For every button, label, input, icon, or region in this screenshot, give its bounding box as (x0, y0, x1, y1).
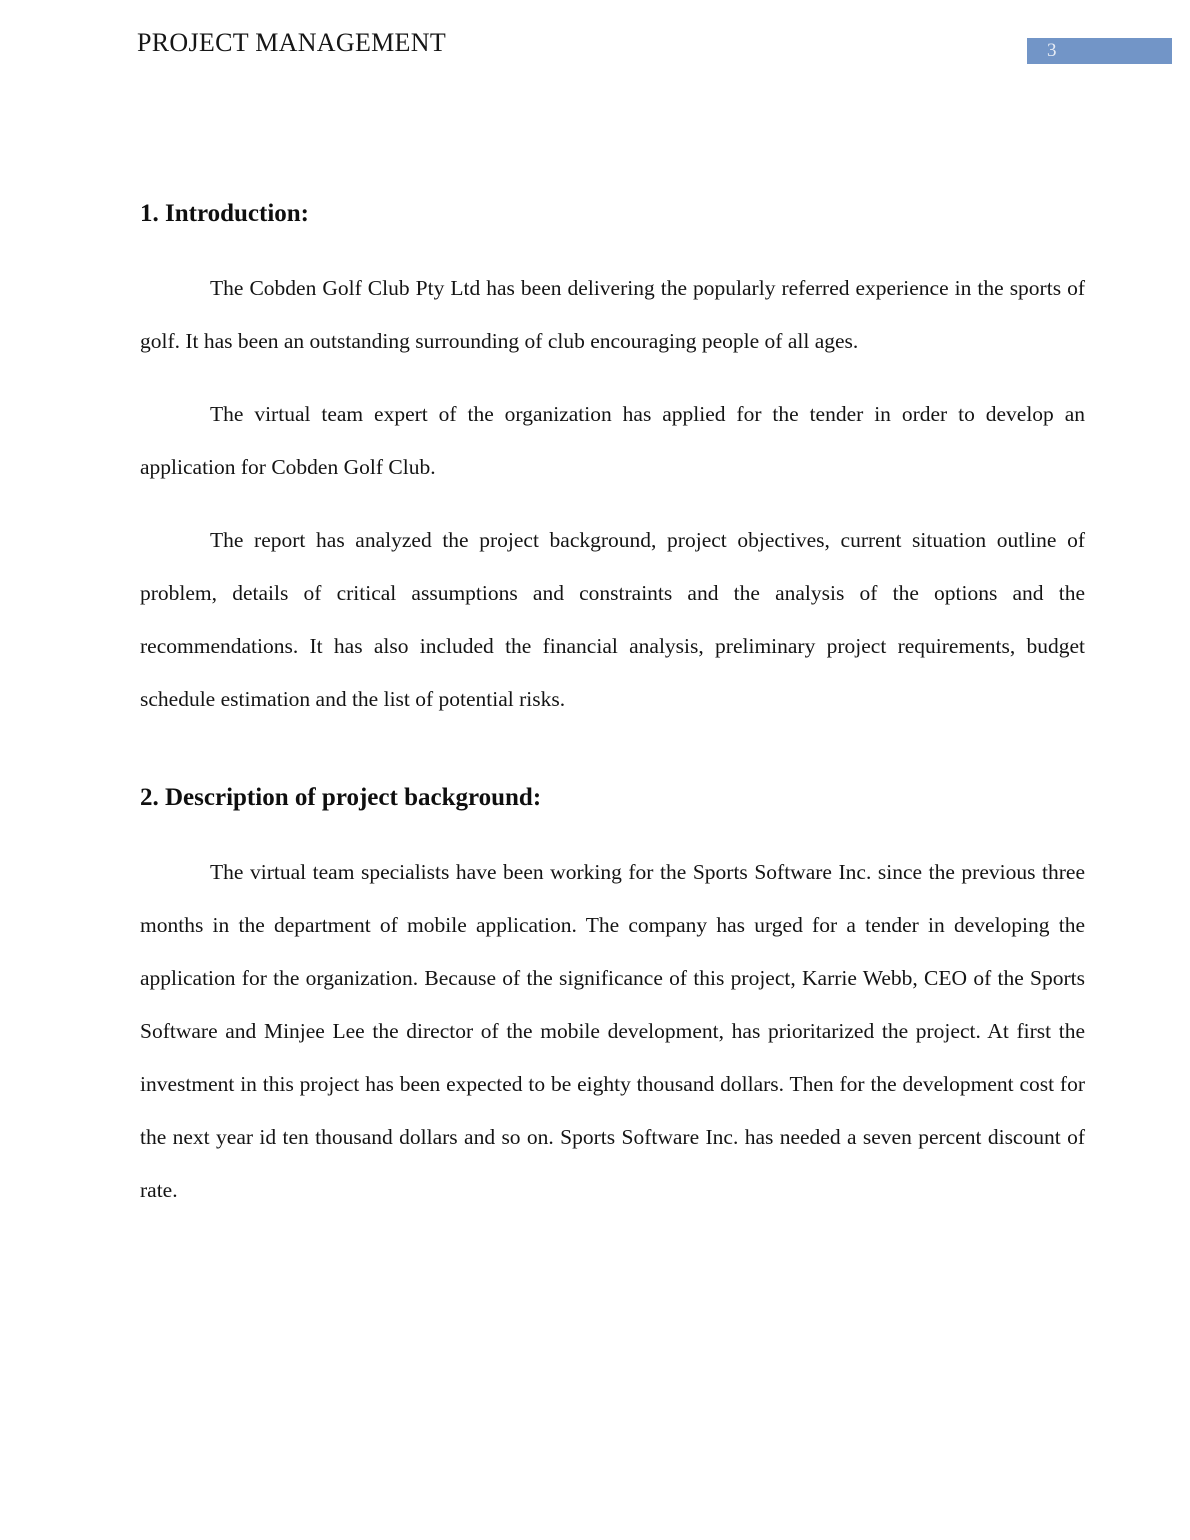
section-2-heading: 2. Description of project background: (140, 784, 542, 811)
paragraph: The report has analyzed the project background, project objectives, current situation outline of problem, details of critical assumptions and constraints and the analysis of the options and the recommendations. It has also included the financial analysis, preliminary project requirements, budget schedule estimation and the list of potential risks. (140, 528, 1085, 711)
section-1-heading: 1. Introduction: (140, 200, 310, 227)
paragraph: The Cobden Golf Club Pty Ltd has been delivering the popularly referred experience in the sports of golf. It has been an outstanding surrounding of club encouraging people of all ages. (140, 276, 1085, 353)
page-number-badge (1027, 38, 1172, 64)
document-title: PROJECT MANAGEMENT (137, 28, 446, 57)
paragraph: The virtual team specialists have been working for the Sports Software Inc. since the previous three months in the department of mobile application. The company has urged for a tender in developing the application for the organization. Because of the significance of this project, Karrie Webb, CEO of the Sports Software and Minjee Lee the director of the mobile development, has prioritarized the project. At first the investment in this project has been expected to be eighty thousand dollars. Then for the development cost for the next year id ten thousand dollars and so on. Sports Software Inc. has needed a seven percent discount of rate. (140, 860, 1085, 1202)
document-body (140, 198, 1085, 1237)
paragraph: The virtual team expert of the organization has applied for the tender in order to develop an application for Cobden Golf Club. (140, 402, 1085, 479)
page-number: 3 (1047, 40, 1057, 61)
